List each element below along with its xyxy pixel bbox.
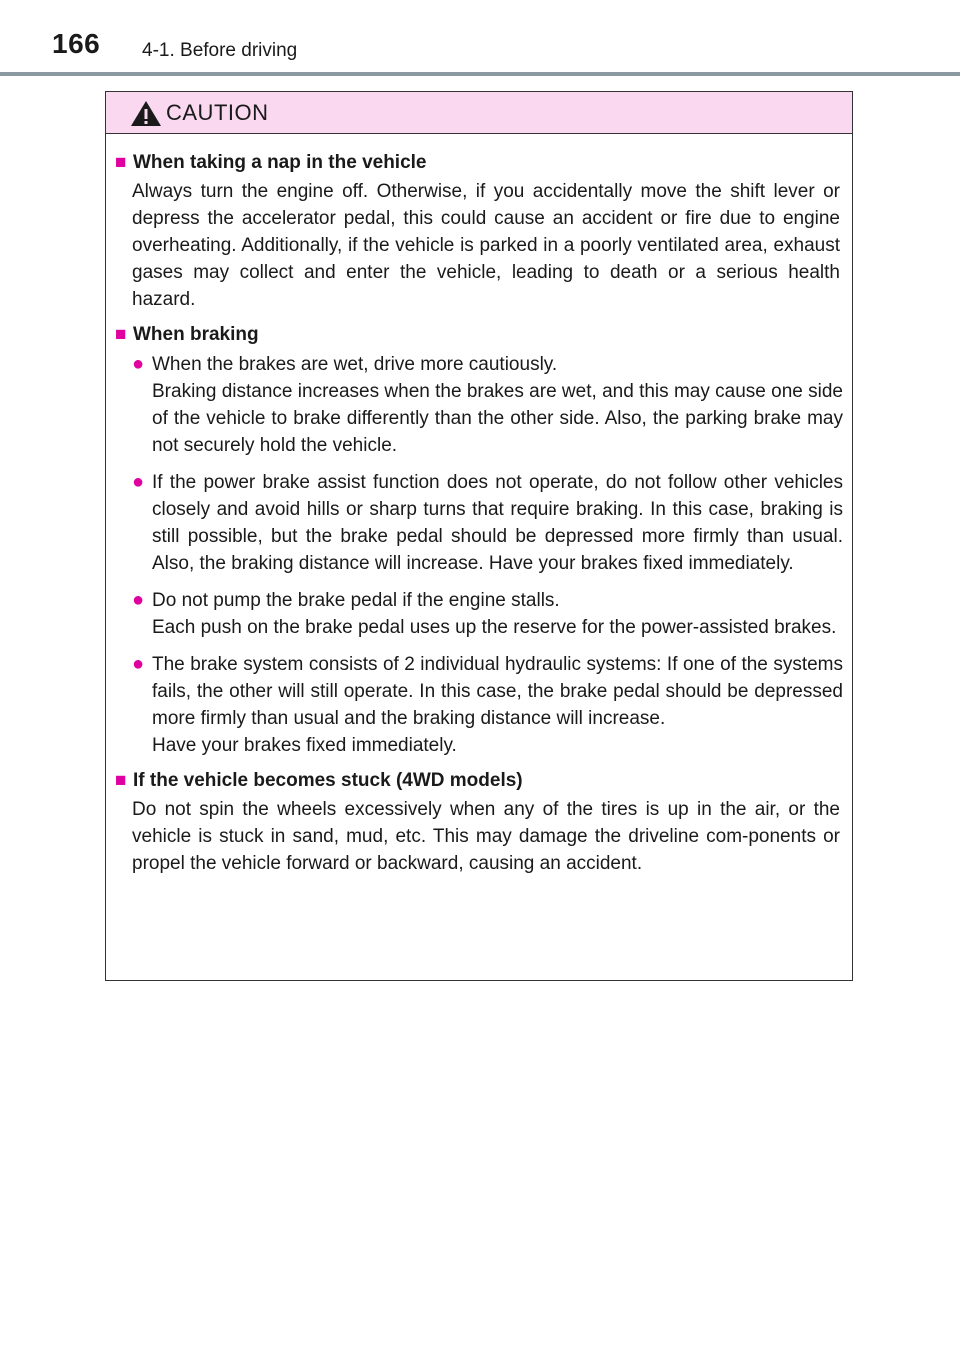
section-text: Always turn the engine off. Otherwise, if you accidentally move the shift lever or depress the accelerator pedal, this could cause an accident or fire due to engine overheating. Additionally, if the vehicle is parked in a poorly ventilated area, exhaust gases may collect and enter the vehicle, leading to death or a serious health hazard. [132, 181, 840, 310]
bullet-text: Braking distance increases when the brakes are wet, and this may cause one side of the vehicle to brake differently than the other side. Also, the parking brake may not securely hold the vehicle. [152, 381, 843, 456]
section-nap [115, 150, 844, 313]
caution-body [106, 134, 852, 877]
list-item [132, 651, 844, 759]
section-heading [115, 322, 844, 347]
page-header [0, 0, 960, 80]
caution-header [106, 92, 852, 134]
list-item [132, 587, 844, 641]
dot-bullet-icon: ● [132, 471, 145, 493]
bullet-text: Have your brakes fixed immediately. [152, 735, 457, 756]
section-braking [115, 322, 844, 759]
page-number: 166 [52, 28, 101, 59]
bullet-lead: If the power brake assist function does not operate, do not follow other vehicles closely and avoid hills or sharp turns that require braking. In this case, braking is still possible, but the brake pedal should be depressed more firmly than usual. Also, the braking distance will increase. Have your brakes fixed immediately. [152, 472, 843, 574]
dot-bullet-icon: ● [132, 653, 145, 675]
dot-bullet-icon: ● [132, 353, 145, 375]
square-bullet-icon: ■ [115, 324, 127, 345]
list-item [132, 469, 844, 577]
section-heading [115, 768, 844, 793]
caution-title: CAUTION [166, 100, 269, 125]
section-text: Do not spin the wheels excessively when any of the tires is up in the air, or the vehicle is stuck in sand, mud, etc. This may damage the driveline com-ponents or propel the vehicle forward or backward, causing an accident. [132, 799, 840, 874]
caution-box [105, 91, 853, 981]
section-title: 4-1. Before driving [142, 40, 298, 61]
bullet-text: Each push on the brake pedal uses up the reserve for the power-assisted brakes. [152, 617, 837, 638]
bullet-lead: The brake system consists of 2 individual hydraulic systems: If one of the systems fails, the other will still operate. In this case, the brake pedal should be depressed more firmly than usual and the braking distance will increase. [152, 654, 843, 729]
square-bullet-icon: ■ [115, 770, 127, 791]
square-bullet-icon: ■ [115, 152, 127, 173]
bullet-lead: Do not pump the brake pedal if the engine stalls. [152, 590, 560, 611]
warning-triangle-icon [130, 100, 162, 127]
bullet-lead: When the brakes are wet, drive more cautiously. [152, 354, 558, 375]
section-heading-text: If the vehicle becomes stuck (4WD models) [133, 770, 523, 791]
dot-bullet-icon: ● [132, 589, 145, 611]
section-stuck [115, 768, 844, 877]
section-heading [115, 150, 844, 175]
section-heading-text: When taking a nap in the vehicle [133, 152, 427, 173]
section-heading-text: When braking [133, 324, 259, 345]
header-rule [0, 72, 960, 76]
list-item [132, 351, 844, 459]
